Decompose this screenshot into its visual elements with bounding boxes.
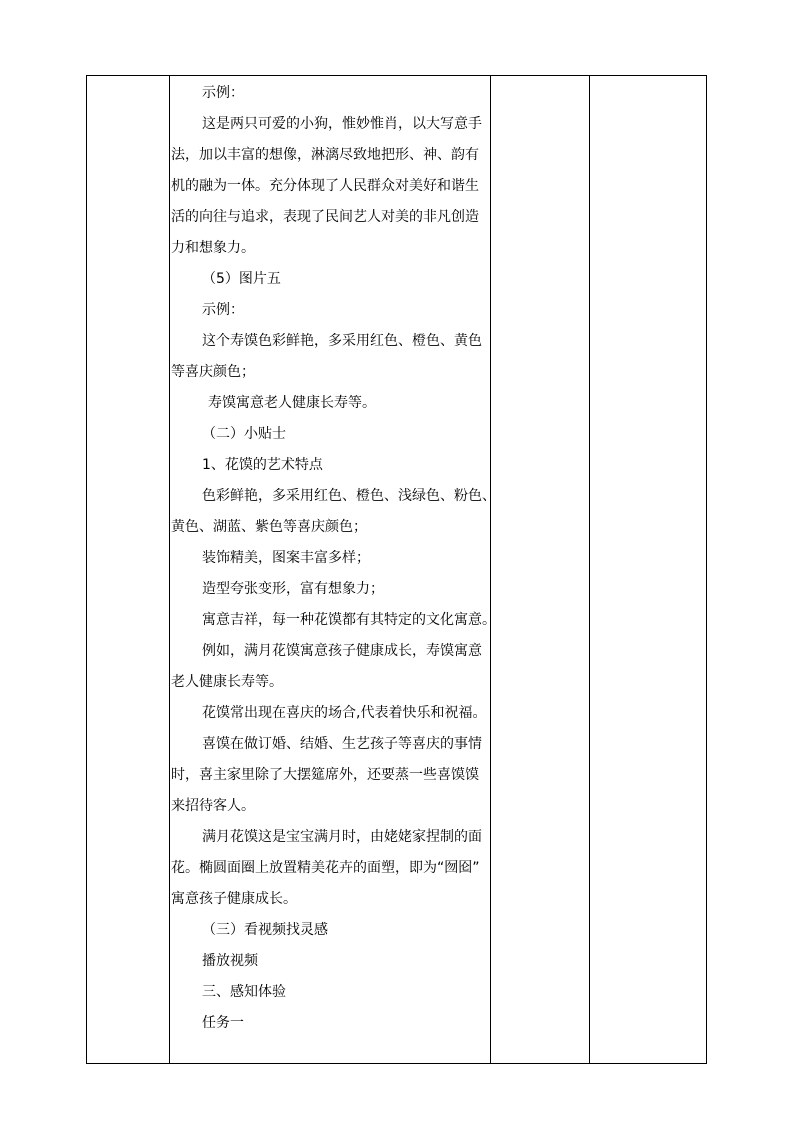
text-line: 活的向往与追求，表现了民间艺人对美的非凡创造 [171,209,479,225]
text-line: 机的融为一体。充分体现了人民群众对美好和谐生 [171,178,479,194]
table-column-divider [490,76,491,1063]
text-line: 播放视频 [202,953,258,969]
table-column-divider [589,76,590,1063]
text-line: 示例： [202,85,244,101]
text-line: 三、感知体验 [202,984,286,1000]
text-line: 寓意吉祥，每一种花馍都有其特定的文化寓意。 [202,612,496,628]
lesson-content-cell [171,78,496,1039]
text-line: 这个寿馍色彩鲜艳，多采用红色、橙色、黄色 [202,333,482,349]
text-line: 喜馍在做订婚、结婚、生艺孩子等喜庆的事情 [202,736,482,752]
text-line: 力和想象力。 [171,240,255,256]
text-line: （三）看视频找灵感 [202,922,328,938]
text-line: 花馍常出现在喜庆的场合,代表着快乐和祝福。 [202,705,487,721]
text-line: 法，加以丰富的想像，淋漓尽致地把形、神、韵有 [171,147,479,163]
text-line: 老人健康长寿等。 [171,674,283,690]
text-line: 满月花馍这是宝宝满月时，由姥姥家捏制的面 [202,829,482,845]
table-column-divider [169,76,170,1063]
text-line: （5）图片五 [202,271,281,287]
text-line: 造型夸张变形，富有想象力； [202,581,384,597]
text-line: 时，喜主家里除了大摆筵席外，还要蒸一些喜馍馍 [171,767,479,783]
text-line: 1、花馍的艺术特点 [202,457,323,473]
text-line: 示例： [202,302,244,318]
text-line: 来招待客人。 [171,798,255,814]
text-line: 等喜庆颜色； [171,364,255,380]
text-line: 这是两只可爱的小狗，惟妙惟肖，以大写意手 [202,116,482,132]
text-line: 装饰精美，图案丰富多样； [202,550,370,566]
text-line: 色彩鲜艳，多采用红色、橙色、浅绿色、粉色、 [202,488,496,504]
text-line: 寓意孩子健康成长。 [171,891,297,907]
text-line: 任务一 [202,1015,244,1031]
text-line: （二）小贴士 [202,426,286,442]
text-line: 黄色、湖蓝、紫色等喜庆颜色； [171,519,367,535]
text-line: 例如，满月花馍寓意孩子健康成长，寿馍寓意 [202,643,482,659]
text-line: 花。椭圆面圈上放置精美花卉的面塑，即为“囫囵” [171,860,480,876]
text-line: 寿馍寓意老人健康长寿等。 [208,395,376,411]
